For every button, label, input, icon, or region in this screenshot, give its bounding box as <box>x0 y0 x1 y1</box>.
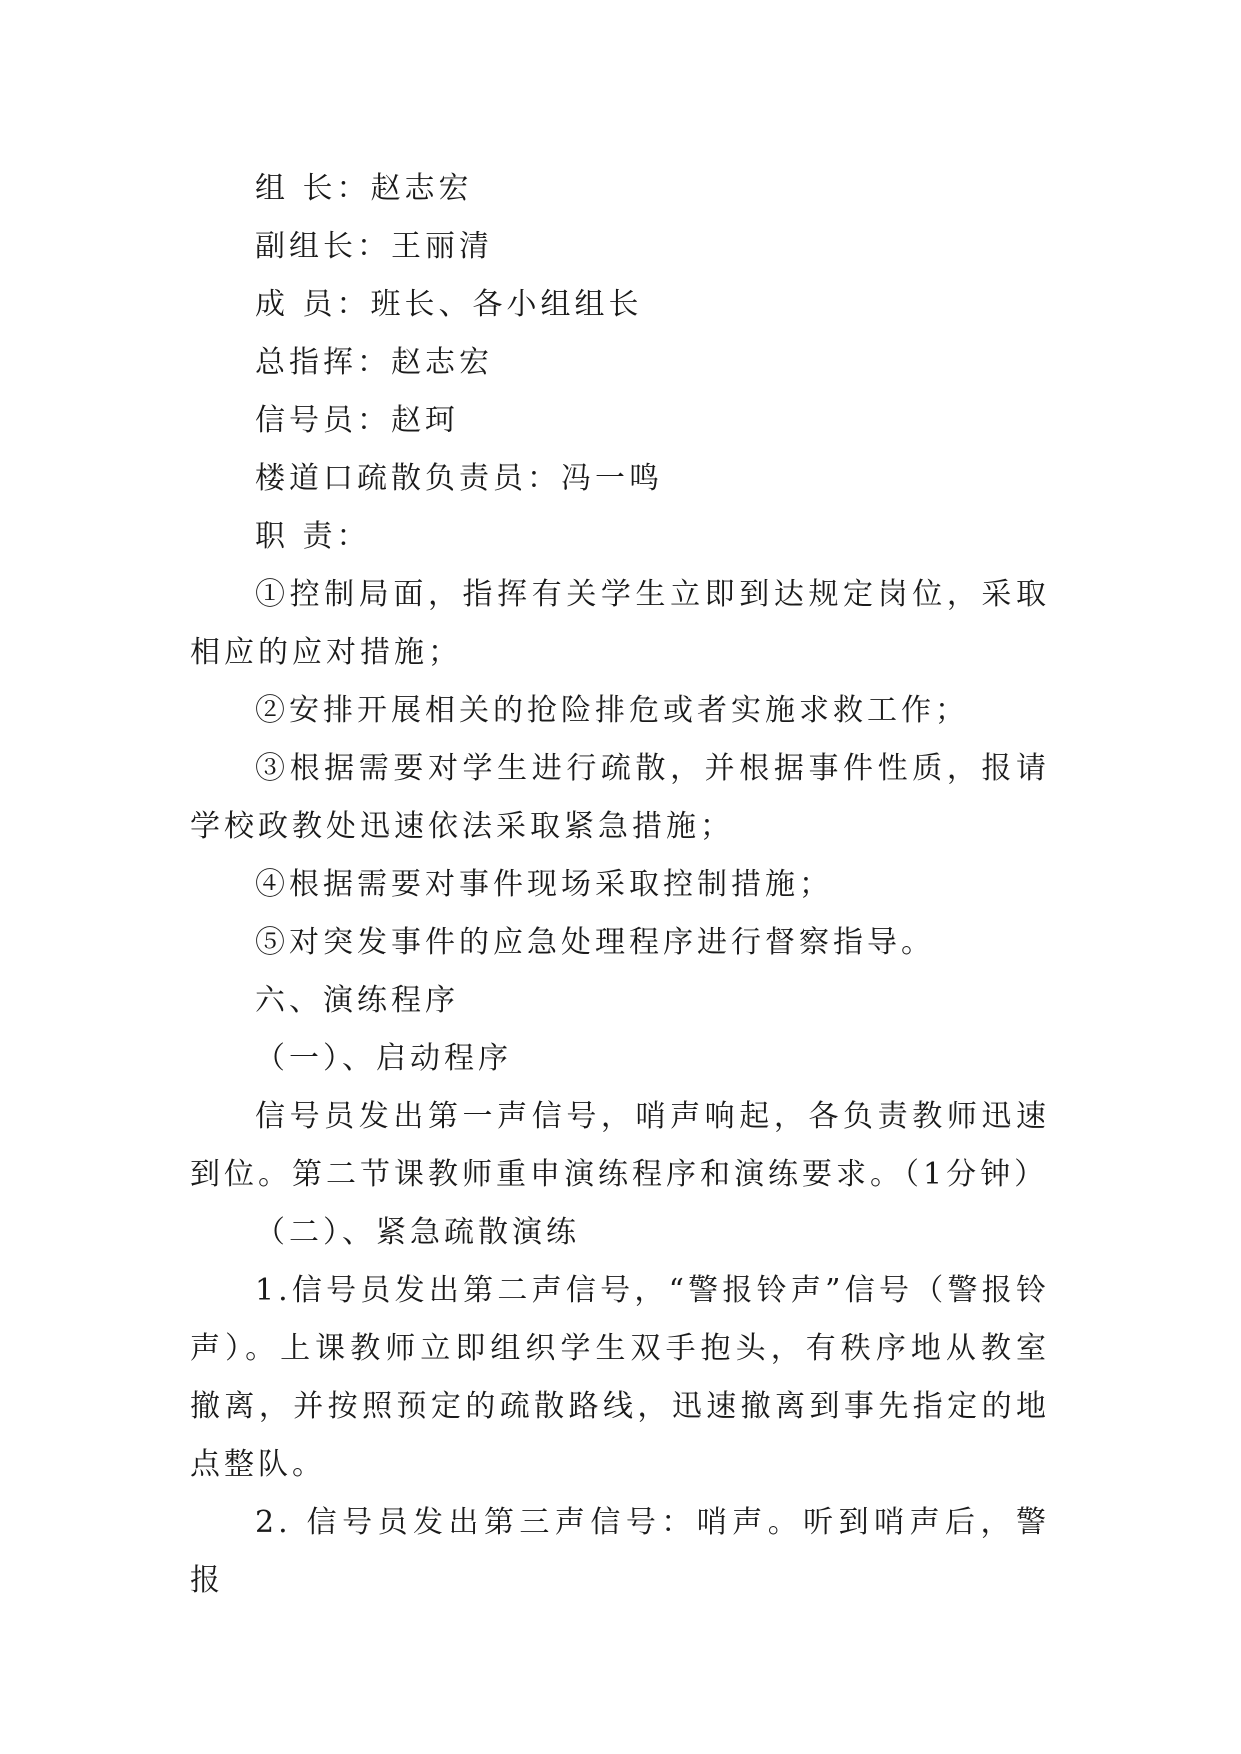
duty-item-4: ④根据需要对事件现场采取控制措施； <box>255 867 833 902</box>
document-body <box>190 160 1050 1610</box>
line-duties-heading: 职 责： <box>255 519 371 554</box>
line-commander: 总指挥：赵志宏 <box>255 345 493 380</box>
evacuation-step-2: 2. 信号员发出第三声信号：哨声。听到哨声后，警报 <box>190 1505 1050 1598</box>
section-heading-drill-procedure: 六、演练程序 <box>255 983 459 1018</box>
line-team-leader: 组 长：赵志宏 <box>255 171 473 206</box>
subsection-heading-evacuation: （二）、紧急疏散演练 <box>255 1215 580 1250</box>
line-stairway-evacuation: 楼道口疏散负责员：冯一鸣 <box>255 461 663 496</box>
start-procedure-text: 信号员发出第一声信号，哨声响起，各负责教师迅速到位。第二节课教师重申演练程序和演练要求。（1分钟） <box>190 1099 1050 1192</box>
line-signaler: 信号员：赵珂 <box>255 403 459 438</box>
duty-item-5: ⑤对突发事件的应急处理程序进行督察指导。 <box>255 925 935 960</box>
duty-item-3: ③根据需要对学生进行疏散，并根据事件性质，报请学校政教处迅速依法采取紧急措施； <box>190 751 1050 844</box>
line-deputy-leader: 副组长：王丽清 <box>255 229 493 264</box>
duty-item-2: ②安排开展相关的抢险排危或者实施求救工作； <box>255 693 969 728</box>
evacuation-step-1: 1.信号员发出第二声信号，“警报铃声”信号（警报铃声）。上课教师立即组织学生双手抱头，有秩序地从教室撤离，并按照预定的疏散路线，迅速撤离到事先指定的地点整队。 <box>190 1273 1050 1482</box>
line-members: 成 员：班长、各小组组长 <box>255 287 643 322</box>
subsection-heading-start: （一）、启动程序 <box>255 1041 512 1076</box>
duty-item-1: ①控制局面，指挥有关学生立即到达规定岗位，采取相应的应对措施； <box>190 577 1050 670</box>
